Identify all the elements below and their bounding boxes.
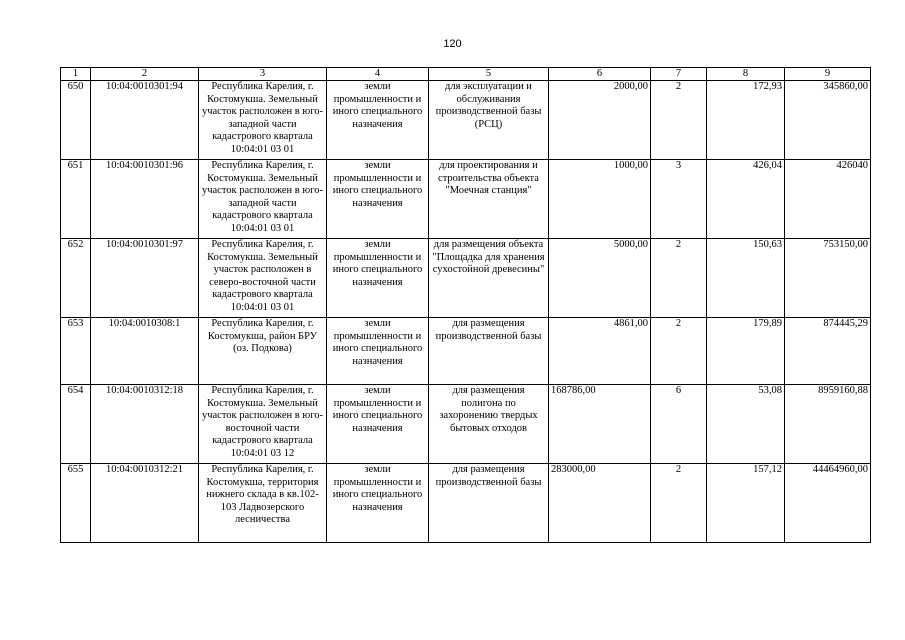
land-category-cell: земли промышленности и иного специального назначения (327, 318, 429, 385)
column-header-4: 4 (327, 68, 429, 81)
permitted-use-cell: для размещения производственной базы (429, 318, 549, 385)
area-cell: 1000,00 (549, 160, 651, 239)
column-header-9: 9 (785, 68, 871, 81)
cadastral-number: 10:04:0010312:21 (91, 464, 199, 543)
row-number: 652 (61, 239, 91, 318)
location-cell: Республика Карелия, г. Костомукша, территория нижнего склада в кв.102-103 Ладвозерского лесничества (199, 464, 327, 543)
permitted-use-cell: для эксплуатации и обслуживания производственной базы (РСЦ) (429, 81, 549, 160)
table-row (61, 464, 871, 543)
column-header-2: 2 (91, 68, 199, 81)
column-8-cell: 179,89 (707, 318, 785, 385)
table-header (61, 68, 871, 81)
row-number: 654 (61, 385, 91, 464)
location-cell: Республика Карелия, г. Костомукша. Земельный участок расположен в юго-западной части кадастрового квартала 10:04:01 03 01 (199, 160, 327, 239)
column-8-cell: 172,93 (707, 81, 785, 160)
permitted-use-cell: для размещения полигона по захоронению твердых бытовых отходов (429, 385, 549, 464)
table-row (61, 318, 871, 385)
land-category-cell: земли промышленности и иного специального назначения (327, 464, 429, 543)
table-row (61, 239, 871, 318)
permitted-use-cell: для размещения производственной базы (429, 464, 549, 543)
column-header-6: 6 (549, 68, 651, 81)
column-header-8: 8 (707, 68, 785, 81)
land-category-cell: земли промышленности и иного специального назначения (327, 385, 429, 464)
area-cell: 5000,00 (549, 239, 651, 318)
cadastral-number: 10:04:0010301:94 (91, 81, 199, 160)
area-cell: 283000,00 (549, 464, 651, 543)
permitted-use-cell: для проектирования и строительства объекта "Моечная станция" (429, 160, 549, 239)
cadastral-number: 10:04:0010308:1 (91, 318, 199, 385)
cadastral-number: 10:04:0010312:18 (91, 385, 199, 464)
permitted-use-cell: для размещения объекта "Площадка для хранения сухостойной древесины" (429, 239, 549, 318)
column-9-cell: 44464960,00 (785, 464, 871, 543)
column-7-cell: 2 (651, 318, 707, 385)
cadastral-number: 10:04:0010301:96 (91, 160, 199, 239)
table-row (61, 385, 871, 464)
column-9-cell: 753150,00 (785, 239, 871, 318)
page-number: 120 (443, 38, 462, 50)
row-number: 650 (61, 81, 91, 160)
cadastral-number: 10:04:0010301:97 (91, 239, 199, 318)
column-8-cell: 150,63 (707, 239, 785, 318)
location-cell: Республика Карелия, г. Костомукша. Земельный участок расположен в северо-восточной части кадастрового квартала 10:04:01 03 01 (199, 239, 327, 318)
land-category-cell: земли промышленности и иного специального назначения (327, 81, 429, 160)
header-row (61, 68, 871, 81)
column-9-cell: 874445,29 (785, 318, 871, 385)
column-9-cell: 8959160,88 (785, 385, 871, 464)
column-header-3: 3 (199, 68, 327, 81)
row-number: 655 (61, 464, 91, 543)
column-header-1: 1 (61, 68, 91, 81)
column-7-cell: 3 (651, 160, 707, 239)
column-8-cell: 426,04 (707, 160, 785, 239)
land-category-cell: земли промышленности и иного специального назначения (327, 160, 429, 239)
row-number: 653 (61, 318, 91, 385)
area-cell: 4861,00 (549, 318, 651, 385)
land-category-cell: земли промышленности и иного специального назначения (327, 239, 429, 318)
area-cell: 2000,00 (549, 81, 651, 160)
column-7-cell: 6 (651, 385, 707, 464)
table-row (61, 160, 871, 239)
table-body (61, 81, 871, 543)
location-cell: Республика Карелия, г. Костомукша. Земельный участок расположен в юго-западной части кадастрового квартала 10:04:01 03 01 (199, 81, 327, 160)
row-number: 651 (61, 160, 91, 239)
location-cell: Республика Карелия, г. Костомукша. Земельный участок расположен в юго-восточной части кадастрового квартала 10:04:01 03 12 (199, 385, 327, 464)
column-8-cell: 157,12 (707, 464, 785, 543)
table-row (61, 81, 871, 160)
column-9-cell: 426040 (785, 160, 871, 239)
column-header-5: 5 (429, 68, 549, 81)
location-cell: Республика Карелия, г. Костомукша, район БРУ (оз. Подкова) (199, 318, 327, 385)
column-header-7: 7 (651, 68, 707, 81)
column-7-cell: 2 (651, 464, 707, 543)
column-8-cell: 53,08 (707, 385, 785, 464)
land-plots-table (60, 67, 871, 543)
column-7-cell: 2 (651, 81, 707, 160)
area-cell: 168786,00 (549, 385, 651, 464)
column-9-cell: 345860,00 (785, 81, 871, 160)
column-7-cell: 2 (651, 239, 707, 318)
